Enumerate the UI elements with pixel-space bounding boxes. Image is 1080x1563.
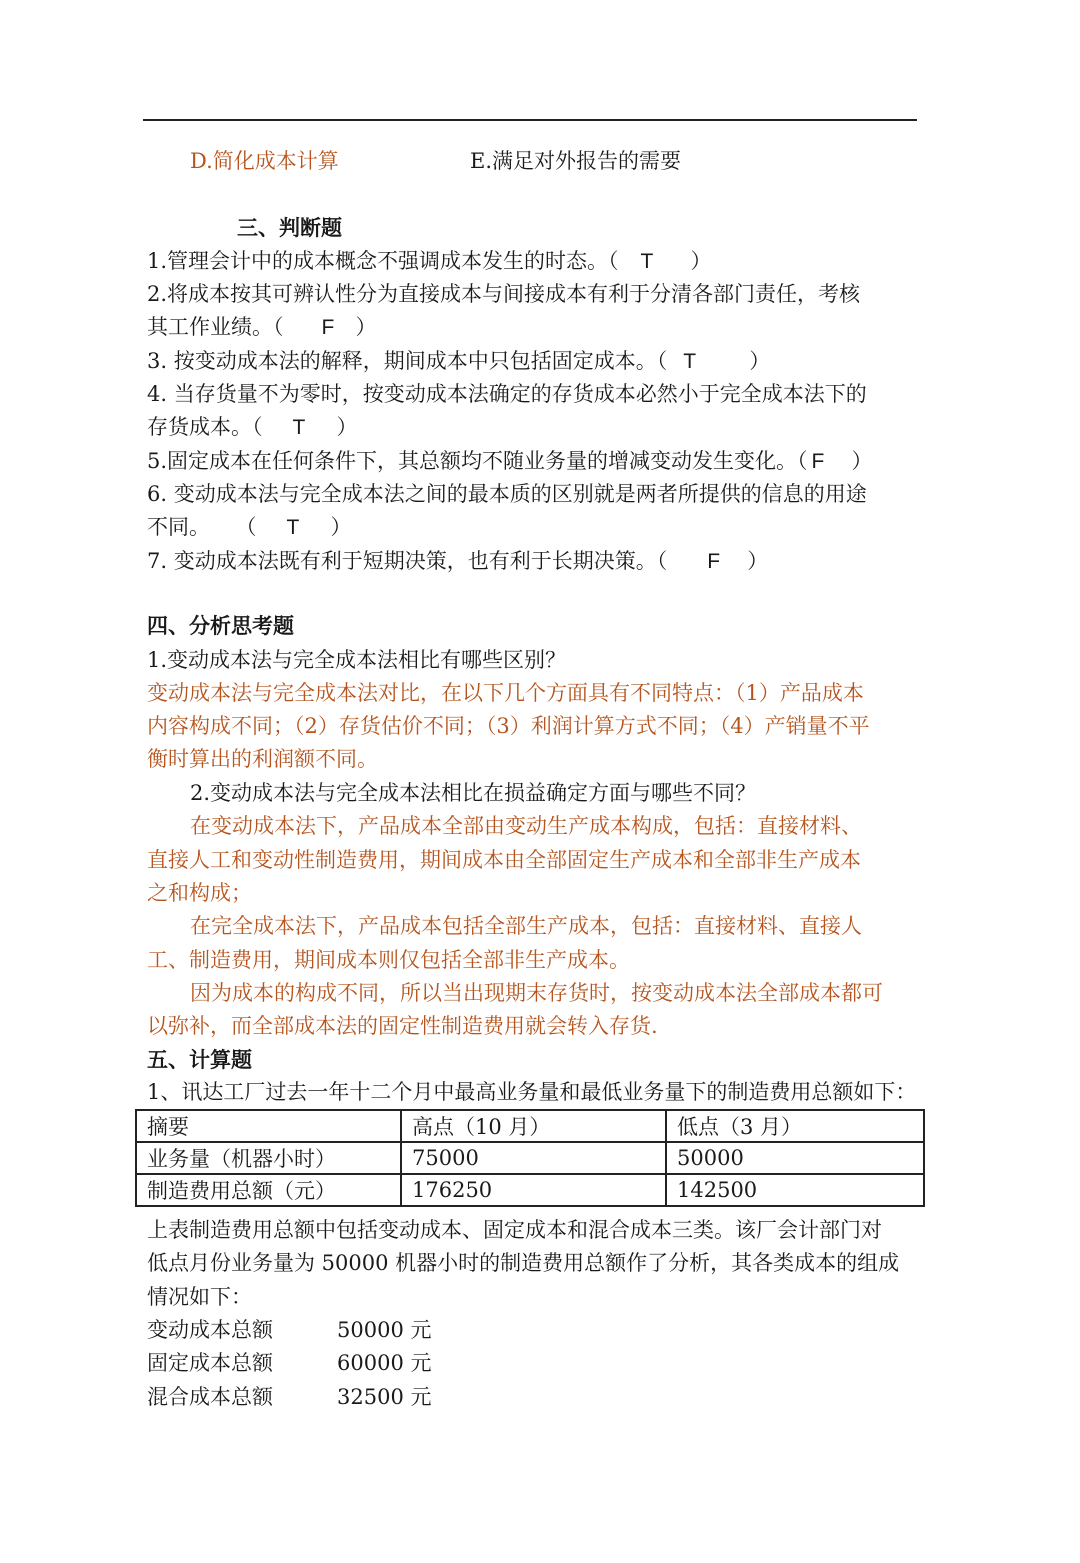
cost-item-variable	[147, 1315, 431, 1345]
judge-text-7: 7. 变动成本法既有利于短期决策，也有利于长期决策。（	[147, 549, 668, 573]
cost-item-fixed	[147, 1348, 431, 1378]
option-d: D.简化成本计算	[190, 149, 339, 173]
judge-answer-5: F	[811, 450, 825, 473]
analysis-answer-2-line-1: 在变动成本法下，产品成本全部由变动生产成本构成，包括：直接材料、	[190, 814, 862, 838]
cost-value: 60000 元	[337, 1351, 432, 1375]
cost-item-mixed	[147, 1382, 431, 1412]
judge-text-1: 1.管理会计中的成本概念不强调成本发生的时态。（	[147, 249, 619, 273]
judge-item-5	[147, 446, 873, 477]
section3-title: 三、判断题	[237, 215, 342, 240]
table-cell: 制造费用总额（元）	[136, 1174, 401, 1206]
table-header-row	[136, 1110, 924, 1142]
judge-item-4a: 4. 当存货量不为零时，按变动成本法确定的存货成本必然小于完全成本法下的	[147, 382, 867, 406]
judge-item-4b	[147, 412, 358, 443]
analysis-answer-2-line-7: 以弥补，而全部成本法的固定性制造费用就会转入存货.	[147, 1014, 658, 1038]
analysis-answer-1-line-1: 变动成本法与完全成本法对比，在以下几个方面具有不同特点：（1）产品成本	[147, 681, 864, 705]
section4-title: 四、分析思考题	[147, 613, 294, 638]
analysis-answer-2-line-3: 之和构成；	[147, 881, 252, 905]
judge-close-4: ）	[336, 415, 358, 439]
calc-after-line-1: 上表制造费用总额中包括变动成本、固定成本和混合成本三类。该厂会计部门对	[147, 1218, 882, 1242]
judge-answer-1: T	[640, 250, 654, 273]
table-header-cell: 高点（10 月）	[401, 1110, 666, 1142]
overhead-table	[135, 1109, 925, 1207]
analysis-answer-2-line-2: 直接人工和变动性制造费用，期间成本由全部固定生产成本和全部非生产成本	[147, 848, 861, 872]
judge-close-3: ）	[749, 349, 771, 373]
table-cell: 176250	[401, 1174, 666, 1206]
judge-close-1: ）	[690, 249, 712, 273]
cost-label: 变动成本总额	[147, 1318, 273, 1342]
judge-close-7: ）	[747, 549, 769, 573]
cost-label: 混合成本总额	[147, 1385, 273, 1409]
analysis-answer-1-line-2: 内容构成不同；（2）存货估价不同；（3）利润计算方式不同；（4）产销量不平	[147, 714, 870, 738]
calc-intro: 1、讯达工厂过去一年十二个月中最高业务量和最低业务量下的制造费用总额如下：	[147, 1080, 917, 1104]
table-header-cell: 摘要	[136, 1110, 401, 1142]
table-row	[136, 1174, 924, 1206]
table-cell: 75000	[401, 1142, 666, 1174]
calc-after-line-2: 低点月份业务量为 50000 机器小时的制造费用总额作了分析，其各类成本的组成	[147, 1251, 900, 1275]
table-row	[136, 1142, 924, 1174]
judge-close-5: ）	[851, 449, 873, 473]
section5-title: 五、计算题	[147, 1047, 252, 1072]
table-cell: 142500	[666, 1174, 924, 1206]
table-header-cell: 低点（3 月）	[666, 1110, 924, 1142]
table-cell: 业务量（机器小时）	[136, 1142, 401, 1174]
judge-text-4: 存货成本。（	[147, 415, 263, 439]
judge-text-6: 不同。	[147, 515, 210, 539]
judge-text-3: 3. 按变动成本法的解释，期间成本中只包括固定成本。（	[147, 349, 668, 373]
judge-close-6: ）	[330, 515, 352, 539]
judge-text-2: 其工作业绩。（	[147, 315, 284, 339]
judge-item-2a: 2.将成本按其可辨认性分为直接成本与间接成本有利于分清各部门责任，考核	[147, 282, 861, 306]
analysis-question-2: 2.变动成本法与完全成本法相比在损益确定方面与哪些不同？	[190, 781, 757, 805]
judge-item-7	[147, 546, 768, 577]
judge-close-2: ）	[355, 315, 377, 339]
judge-answer-3: T	[683, 350, 697, 373]
judge-item-2b	[147, 312, 377, 343]
analysis-answer-2-line-5: 工、制造费用，期间成本则仅包括全部非生产成本。	[147, 948, 630, 972]
judge-item-1	[147, 246, 712, 277]
analysis-answer-1-line-3: 衡时算出的利润额不同。	[147, 747, 378, 771]
judge-answer-6: T	[286, 516, 300, 539]
analysis-answer-2-line-6: 因为成本的构成不同，所以当出现期末存货时，按变动成本法全部成本都可	[190, 981, 883, 1005]
calc-after-line-3: 情况如下：	[147, 1285, 252, 1309]
cost-value: 32500 元	[337, 1385, 432, 1409]
judge-text-5: 5.固定成本在任何条件下，其总额均不随业务量的增减变动发生变化。（	[147, 449, 808, 473]
cost-label: 固定成本总额	[147, 1351, 273, 1375]
judge-answer-2: F	[321, 316, 335, 339]
judge-open-6: （	[246, 515, 257, 539]
analysis-answer-2-line-4: 在完全成本法下，产品成本包括全部生产成本，包括：直接材料、直接人	[190, 914, 862, 938]
judge-item-6b	[147, 512, 352, 543]
analysis-question-1: 1.变动成本法与完全成本法相比有哪些区别？	[147, 648, 567, 672]
top-rule	[143, 119, 917, 121]
judge-item-6a: 6. 变动成本法与完全成本法之间的最本质的区别就是两者所提供的信息的用途	[147, 482, 867, 506]
table-cell: 50000	[666, 1142, 924, 1174]
judge-answer-4: T	[292, 416, 306, 439]
option-e: E.满足对外报告的需要	[470, 149, 682, 173]
cost-value: 50000 元	[337, 1318, 432, 1342]
judge-answer-7: F	[707, 550, 721, 573]
judge-item-3	[147, 346, 770, 377]
